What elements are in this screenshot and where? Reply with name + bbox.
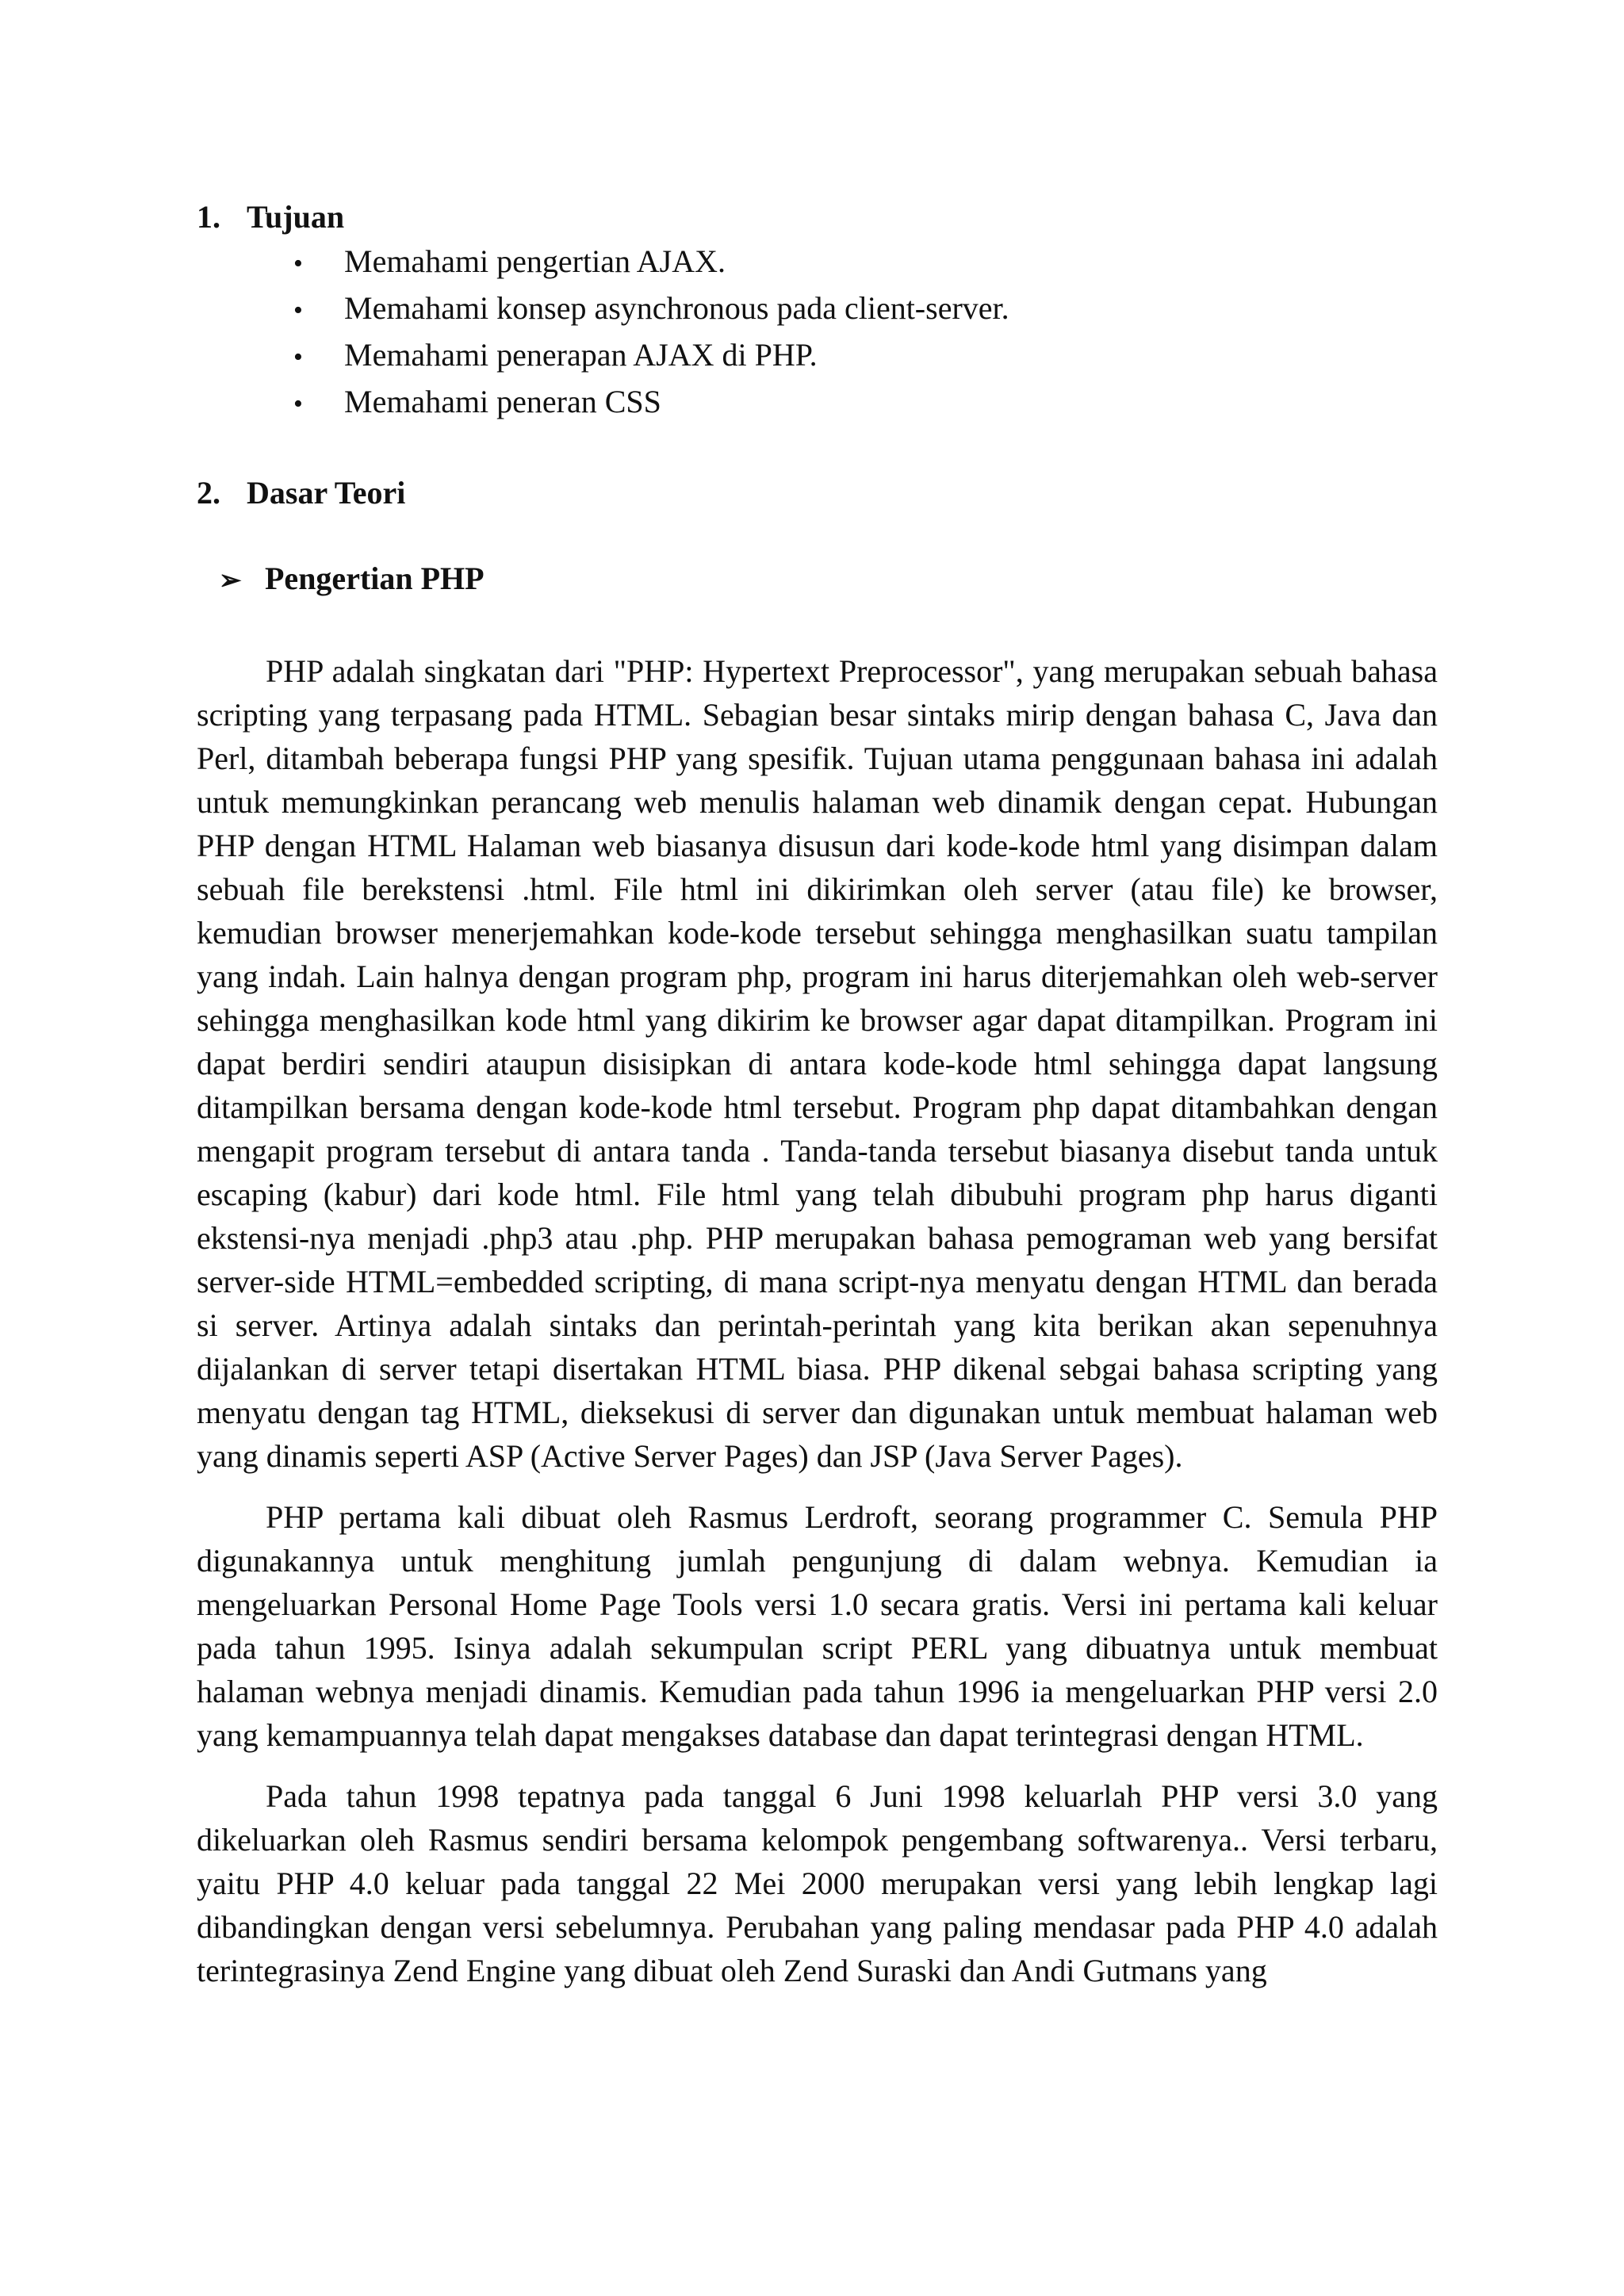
bullet-icon: •: [293, 296, 303, 325]
section-title: Dasar Teori: [247, 475, 406, 511]
section-title: Tujuan: [247, 199, 345, 235]
section-heading-tujuan: [197, 195, 1438, 239]
document-page: [197, 195, 1438, 1992]
bullet-icon: •: [293, 249, 303, 278]
list-item: [293, 239, 1438, 286]
subsection-heading-pengertian-php: [197, 557, 1438, 603]
subsection-title: Pengertian PHP: [265, 561, 485, 596]
list-item: [293, 333, 1438, 380]
paragraph: PHP adalah singkatan dari "PHP: Hypertext Preprocessor", yang merupakan sebuah bahasa scripting yang terpasang pada HTML. Sebagian besar sintaks mirip dengan bahasa C, Java dan Perl, ditambah beberapa fungsi PHP yang spesifik. Tujuan utama penggunaan bahasa ini adalah untuk memungkinkan perancang web menulis halaman web dinamik dengan cepat. Hubungan PHP dengan HTML Halaman web biasanya disusun dari kode-kode html yang disimpan dalam sebuah file berekstensi .html. File html ini dikirimkan oleh server (atau file) ke browser, kemudian browser menerjemahkan kode-kode tersebut sehingga menghasilkan suatu tampilan yang indah. Lain halnya dengan program php, program ini harus diterjemahkan oleh web-server sehingga menghasilkan kode html yang dikirim ke browser agar dapat ditampilkan. Program ini dapat berdiri sendiri ataupun disisipkan di antara kode-kode html sehingga dapat langsung ditampilkan bersama dengan kode-kode html tersebut. Program php dapat ditambahkan dengan mengapit program tersebut di antara tanda . Tanda-tanda tersebut biasanya disebut tanda untuk escaping (kabur) dari kode html. File html yang telah dibubuhi program php harus diganti ekstensi-nya menjadi .php3 atau .php. PHP merupakan bahasa pemograman web yang bersifat server-side HTML=embedded scripting, di mana script-nya menyatu dengan HTML dan berada si server. Artinya adalah sintaks dan perintah-perintah yang kita berikan akan sepenuhnya dijalankan di server tetapi disertakan HTML biasa. PHP dikenal sebgai bahasa scripting yang menyatu dengan tag HTML, dieksekusi di server dan digunakan untuk membuat halaman web yang dinamis seperti ASP (Active Server Pages) dan JSP (Java Server Pages).: [197, 653, 1438, 1474]
list-item-text: Memahami konsep asynchronous pada client-server.: [344, 290, 1009, 326]
list-item-text: Memahami pengertian AJAX.: [344, 243, 726, 279]
list-item-text: Memahami penerapan AJAX di PHP.: [344, 337, 818, 373]
list-item-text: Memahami peneran CSS: [344, 384, 661, 419]
section-heading-dasar-teori: [197, 471, 1438, 515]
list-item: [293, 286, 1438, 333]
section-number: 2.: [197, 475, 220, 511]
section-number: 1.: [197, 199, 220, 235]
paragraph: Pada tahun 1998 tepatnya pada tanggal 6 Juni 1998 keluarlah PHP versi 3.0 yang dikeluarkan oleh Rasmus sendiri bersama kelompok pengembang softwarenya.. Versi terbaru, yaitu PHP 4.0 keluar pada tanggal 22 Mei 2000 merupakan versi yang lebih lengkap lagi dibandingkan dengan versi sebelumnya. Perubahan yang paling mendasar pada PHP 4.0 adalah terintegrasinya Zend Engine yang dibuat oleh Zend Suraski dan Andi Gutmans yang: [197, 1778, 1438, 1988]
objectives-list: [293, 239, 1438, 427]
paragraph: PHP pertama kali dibuat oleh Rasmus Lerdroft, seorang programmer C. Semula PHP digunakannya untuk menghitung jumlah pengunjung di dalam webnya. Kemudian ia mengeluarkan Personal Home Page Tools versi 1.0 secara gratis. Versi ini pertama kali keluar pada tahun 1995. Isinya adalah sekumpulan script PERL yang dibuatnya untuk membuat halaman webnya menjadi dinamis. Kemudian pada tahun 1996 ia mengeluarkan PHP versi 2.0 yang kemampuannya telah dapat mengakses database dan dapat terintegrasi dengan HTML.: [197, 1499, 1438, 1753]
bullet-icon: •: [293, 342, 303, 372]
list-item: [293, 380, 1438, 427]
arrow-bullet-icon: ➢: [219, 566, 242, 595]
bullet-icon: •: [293, 389, 303, 419]
